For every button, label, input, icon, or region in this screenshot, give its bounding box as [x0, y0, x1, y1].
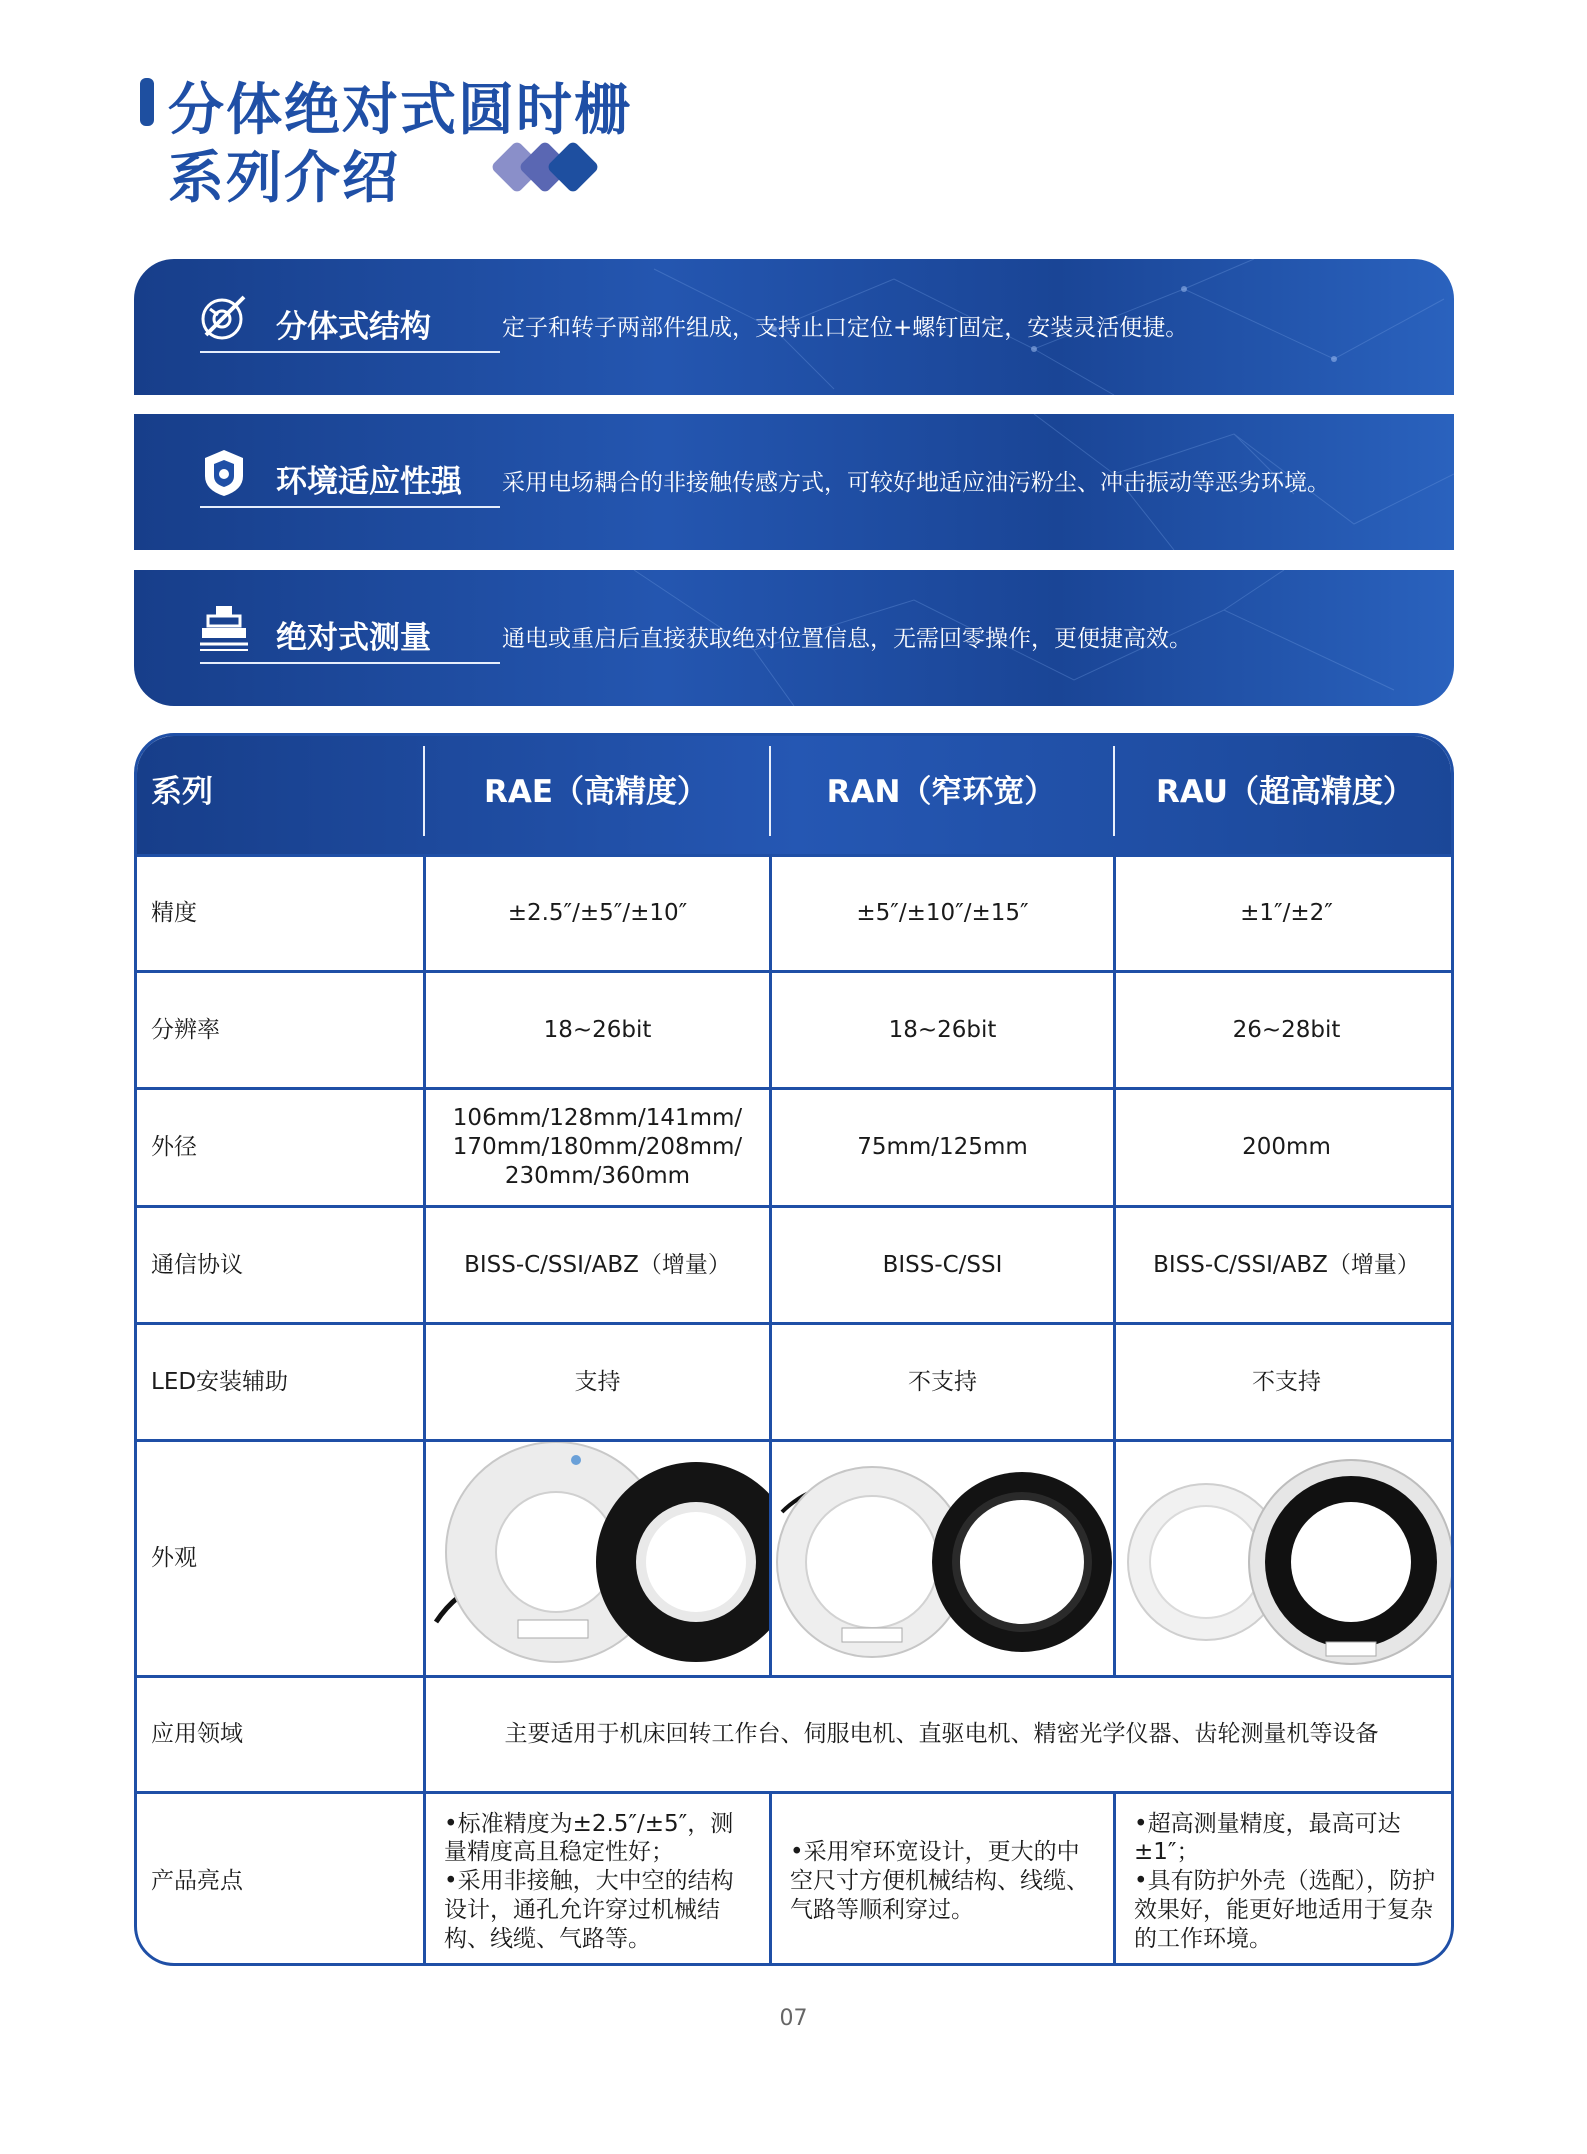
feature-split-structure	[134, 259, 1454, 395]
row-label-highlights: 产品亮点	[151, 1868, 243, 1895]
feature-title: 环境适应性强	[276, 464, 462, 500]
feature-underline	[200, 662, 500, 664]
cell-ran-led: 不支持	[908, 1368, 977, 1395]
header-series: 系列	[151, 774, 213, 810]
cell-application: 主要适用于机床回转工作台、伺服电机、直驱电机、精密光学仪器、齿轮测量机等设备	[504, 1721, 1379, 1748]
row-label-protocol: 通信协议	[151, 1251, 243, 1278]
header-rau: RAU（超高精度）	[1155, 774, 1415, 810]
page-title: 分体绝对式圆时栅	[168, 78, 632, 143]
feature-environment	[134, 414, 1454, 550]
cell-rau-highlights: •超高测量精度，最高可达±1″； •具有防护外壳（选配），防护效果好，能更好地适用于复杂的工作环境。	[1134, 1810, 1436, 1952]
row-label-diameter: 外径	[151, 1134, 197, 1161]
table-header	[137, 736, 1454, 854]
shield-icon	[198, 446, 250, 498]
page-number: 07	[779, 2006, 808, 2031]
cell-rae-led: 支持	[574, 1368, 621, 1395]
feature-description: 定子和转子两部件组成，支持止口定位+螺钉固定，安装灵活便捷。	[502, 315, 1189, 341]
feature-description: 采用电场耦合的非接触传感方式，可较好地适应油污粉尘、冲击振动等恶劣环境。	[502, 470, 1330, 496]
rau-product-image	[1116, 1442, 1454, 1675]
diamond-decoration-icon	[490, 140, 610, 196]
row-label-resolution: 分辨率	[151, 1016, 220, 1043]
rae-product-image	[426, 1442, 769, 1675]
cell-rau-led: 不支持	[1252, 1368, 1321, 1395]
cell-rae-highlights: •标准精度为±2.5″/±5″，测量精度高且稳定性好； •采用非接触，大中空的结构设计，通孔允许穿过机械结构、线缆、气路等。	[444, 1810, 734, 1952]
title-accent-bar	[140, 78, 154, 126]
feature-title: 绝对式测量	[276, 620, 431, 656]
cell-rae-resolution: 18~26bit	[543, 1016, 652, 1043]
cell-rae-accuracy: ±2.5″/±5″/±10″	[507, 900, 688, 927]
feature-underline	[200, 506, 500, 508]
cell-rae-diameter: 106mm/128mm/141mm/ 170mm/180mm/208mm/ 230mm/360mm	[452, 1105, 743, 1189]
measurement-machine-icon	[198, 602, 250, 654]
cell-rau-accuracy: ±1″/±2″	[1240, 900, 1333, 927]
cell-ran-highlights: •采用窄环宽设计，更大的中空尺寸方便机械结构、线缆、气路等顺利穿过。	[790, 1839, 1089, 1923]
row-label-application: 应用领域	[151, 1721, 243, 1748]
feature-absolute-measurement	[134, 570, 1454, 706]
feature-underline	[200, 351, 500, 353]
cell-rau-protocol: BISS-C/SSI/ABZ（增量）	[1153, 1251, 1420, 1278]
cell-ran-diameter: 75mm/125mm	[857, 1134, 1028, 1161]
row-label-led-assist: LED安装辅助	[151, 1368, 289, 1395]
feature-title: 分体式结构	[276, 309, 431, 345]
split-structure-icon	[198, 291, 250, 343]
cell-ran-resolution: 18~26bit	[888, 1016, 997, 1043]
cell-ran-accuracy: ±5″/±10″/±15″	[856, 900, 1029, 927]
ran-product-image	[772, 1442, 1113, 1675]
header-rae: RAE（高精度）	[483, 774, 709, 810]
row-label-appearance: 外观	[151, 1545, 197, 1572]
cell-rau-resolution: 26~28bit	[1232, 1016, 1341, 1043]
row-label-accuracy: 精度	[151, 900, 197, 927]
spec-table	[134, 733, 1454, 1966]
feature-description: 通电或重启后直接获取绝对位置信息，无需回零操作，更便捷高效。	[502, 626, 1192, 652]
cell-rae-protocol: BISS-C/SSI/ABZ（增量）	[464, 1251, 731, 1278]
cell-ran-protocol: BISS-C/SSI	[882, 1251, 1003, 1278]
header-ran: RAN（窄环宽）	[826, 774, 1056, 810]
page-subtitle: 系列介绍	[168, 146, 400, 211]
cell-rau-diameter: 200mm	[1242, 1134, 1331, 1161]
